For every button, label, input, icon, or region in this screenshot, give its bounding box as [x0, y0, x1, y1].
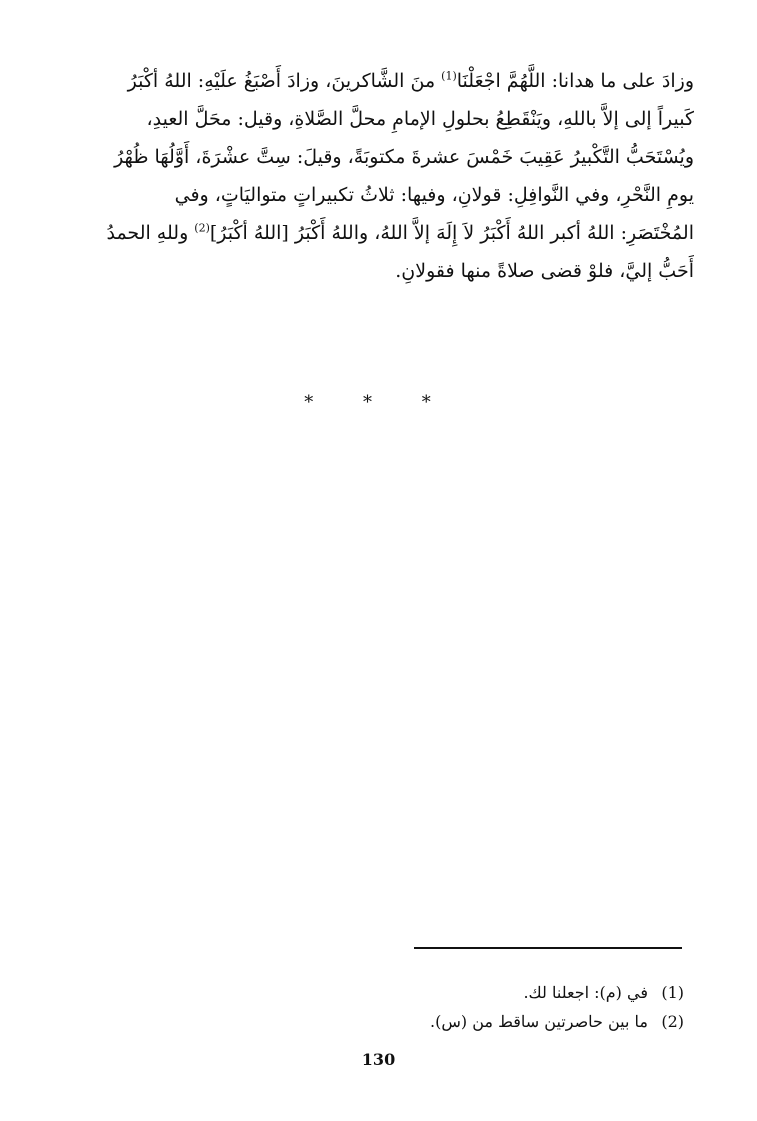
- footnote-1-text: في (م): اجعلنا لك.: [523, 983, 648, 1002]
- footnotes-block: [300, 978, 684, 1036]
- text-line-4: يومِ النَّحْرِ، وفي النَّوافِلِ: قولانِ، وفيها: ثلاثُ تكبيراتٍ متواليَاتٍ، وفي: [174, 184, 694, 206]
- text-line-3: ويُسْتَحَبُّ التَّكْبيرُ عَقِيبَ خَمْسَ عشرةَ مكتوبَةً، وقيلَ: سِتَّ عشْرَةَ، أَوَّلُهَا ظُهْرُ: [114, 146, 694, 168]
- text-line-1: [62, 62, 694, 100]
- text-line-6: أَحَبُّ إليَّ، فلوْ قضى صلاةً منها فقولانِ.: [395, 260, 694, 282]
- footnote-1: [300, 978, 684, 1007]
- footnote-divider: [414, 947, 682, 949]
- footnote-ref-2: (2): [194, 221, 210, 235]
- text-line-5: [62, 214, 694, 252]
- text-line-1-part-a: وزادَ على ما هدانا: اللَّهُمَّ اجْعَلْنَا: [456, 70, 694, 92]
- footnote-2: [300, 1007, 684, 1036]
- text-line-1-part-b: منَ الشَّاكرينَ، وزادَ أَصْبَغُ علَيْهِ: اللهُ أكْبَرُ: [127, 70, 442, 92]
- page-number: 130: [361, 1050, 396, 1069]
- text-line-5-part-b: وللهِ الحمدُ: [106, 222, 195, 244]
- section-separator: * * *: [304, 392, 453, 413]
- footnote-1-number: (1): [661, 983, 684, 1002]
- main-text-block: [62, 62, 694, 290]
- footnote-2-text: ما بين حاصرتين ساقط من (س).: [430, 1012, 648, 1031]
- footnote-ref-1: (1): [441, 69, 457, 83]
- text-line-5-part-a: المُخْتَصَرِ: اللهُ أكبر اللهُ أَكْبَرُ لاَ إِلَهَ إلاَّ اللهُ، واللهُ أَكْبَرُ [اللهُ أكْبَرُ]: [209, 222, 694, 244]
- footnote-2-number: (2): [661, 1012, 684, 1031]
- text-line-2: كَبيراً إلى إلاَّ باللهِ، ويَنْقَطِعُ بحلولِ الإمامِ محلَّ الصَّلاةِ، وقيل: محَلَّ العيدِ،: [146, 108, 694, 130]
